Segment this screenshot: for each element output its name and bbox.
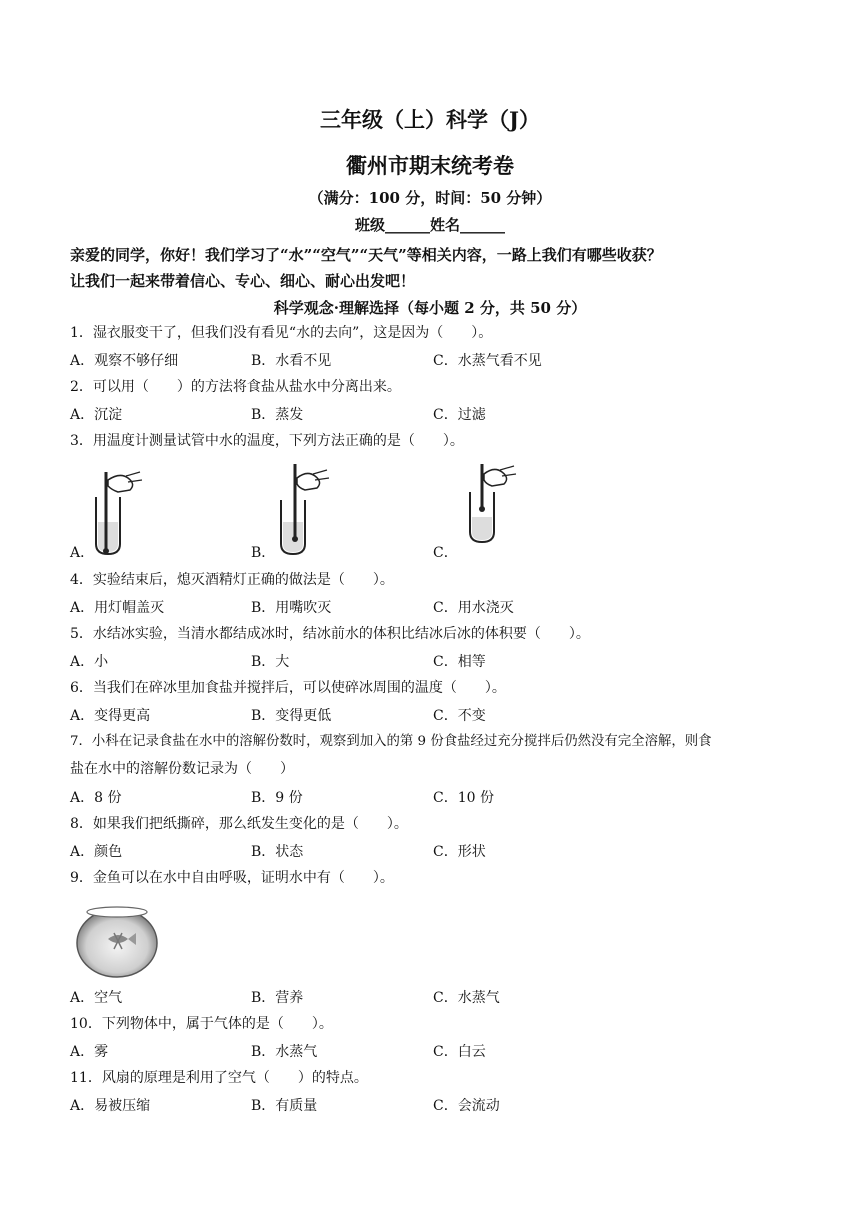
question-11: 11．风扇的原理是利用了空气（ ）的特点。 xyxy=(70,1070,368,1086)
option-c[interactable]: C．过滤 xyxy=(433,407,486,423)
option-c[interactable]: C．水蒸气看不见 xyxy=(433,353,542,369)
option-c[interactable]: C．形状 xyxy=(433,844,486,860)
question-8-options xyxy=(70,841,800,861)
option-b[interactable]: B．水蒸气 xyxy=(251,1044,318,1060)
question-8: 8．如果我们把纸撕碎，那么纸发生变化的是（ ）。 xyxy=(70,816,408,832)
thermometer-out-of-water-figure xyxy=(460,462,520,557)
option-c[interactable]: C．不变 xyxy=(433,708,486,724)
option-b[interactable]: B．用嘴吹灭 xyxy=(251,600,332,616)
option-b[interactable]: B．水看不见 xyxy=(251,353,332,369)
question-11-options xyxy=(70,1095,800,1115)
option-c[interactable]: C．10 份 xyxy=(433,790,494,806)
option-c[interactable]: C．会流动 xyxy=(433,1098,500,1114)
question-1: 1．湿衣服变干了，但我们没有看见“水的去向”，这是因为（ ）。 xyxy=(70,325,493,341)
question-10: 10．下列物体中，属于气体的是（ ）。 xyxy=(70,1016,333,1032)
thermometer-middle-figure xyxy=(275,462,335,557)
question-3-figures xyxy=(70,462,800,562)
page-title: 三年级（上）科学（J） xyxy=(320,107,540,132)
option-c[interactable]: C．用水浇灭 xyxy=(433,600,514,616)
question-3: 3．用温度计测量试管中水的温度，下列方法正确的是（ ）。 xyxy=(70,433,464,449)
option-b[interactable]: B．蒸发 xyxy=(251,407,304,423)
intro-line-1: 亲爱的同学，你好！我们学习了“水”“空气”“天气”等相关内容，一路上我们有哪些收获？ xyxy=(70,246,662,264)
question-2: 2．可以用（ ）的方法将食盐从盐水中分离出来。 xyxy=(70,379,401,395)
question-7: 7．小科在记录食盐在水中的溶解份数时，观察到加入的第 9 份食盐经过充分搅拌后仍然没有完全溶解，则食 xyxy=(70,734,712,749)
question-1-options xyxy=(70,350,800,370)
question-5: 5．水结冰实验，当清水都结成冰时，结冰前水的体积比结冰后冰的体积要（ ）。 xyxy=(70,626,590,642)
question-5-options xyxy=(70,651,800,671)
intro-line-2: 让我们一起来带着信心、专心、细心、耐心出发吧！ xyxy=(70,272,416,290)
option-a[interactable]: A．沉淀 xyxy=(70,407,123,423)
exam-subtitle: 衢州市期末统考卷 xyxy=(346,153,514,178)
option-a[interactable]: A．变得更高 xyxy=(70,708,151,724)
option-a[interactable]: A．小 xyxy=(70,654,109,670)
option-a[interactable]: A．用灯帽盖灭 xyxy=(70,600,165,616)
option-a[interactable]: A．雾 xyxy=(70,1044,109,1060)
question-7-continued: 盐在水中的溶解份数记录为（ ） xyxy=(70,761,294,777)
option-b[interactable]: B．9 份 xyxy=(251,790,303,806)
class-name-line: 班级______姓名______ xyxy=(354,216,505,234)
option-b[interactable]: B．大 xyxy=(251,654,290,670)
question-6: 6．当我们在碎冰里加食盐并搅拌后，可以使碎冰周围的温度（ ）。 xyxy=(70,680,506,696)
option-a[interactable]: A．易被压缩 xyxy=(70,1098,151,1114)
option-a[interactable]: A．8 份 xyxy=(70,790,122,806)
thermometer-touching-bottom-figure xyxy=(90,462,150,557)
option-a[interactable]: A．颜色 xyxy=(70,844,123,860)
exam-meta: （满分：100 分，时间：50 分钟） xyxy=(308,189,552,207)
question-4-options xyxy=(70,597,800,617)
option-c[interactable]: C．相等 xyxy=(433,654,486,670)
question-9-options xyxy=(70,987,800,1007)
option-b[interactable]: B．有质量 xyxy=(251,1098,318,1114)
option-c[interactable]: C．白云 xyxy=(433,1044,486,1060)
option-a[interactable]: A．观察不够仔细 xyxy=(70,353,179,369)
question-9: 9．金鱼可以在水中自由呼吸，证明水中有（ ）。 xyxy=(70,870,394,886)
question-7-options xyxy=(70,787,800,807)
option-a[interactable]: A． xyxy=(70,545,95,561)
option-b[interactable]: B．状态 xyxy=(251,844,304,860)
question-6-options xyxy=(70,705,800,725)
question-4: 4．实验结束后，熄灭酒精灯正确的做法是（ ）。 xyxy=(70,572,394,588)
option-b[interactable]: B．营养 xyxy=(251,990,304,1006)
option-c[interactable]: C． xyxy=(433,545,458,561)
option-c[interactable]: C．水蒸气 xyxy=(433,990,500,1006)
option-b[interactable]: B． xyxy=(251,545,276,561)
option-a[interactable]: A．空气 xyxy=(70,990,123,1006)
section-title: 科学观念·理解选择（每小题 2 分，共 50 分） xyxy=(273,299,587,317)
question-2-options xyxy=(70,404,800,424)
goldfish-bowl-figure xyxy=(74,903,160,979)
question-10-options xyxy=(70,1041,800,1061)
option-b[interactable]: B．变得更低 xyxy=(251,708,332,724)
